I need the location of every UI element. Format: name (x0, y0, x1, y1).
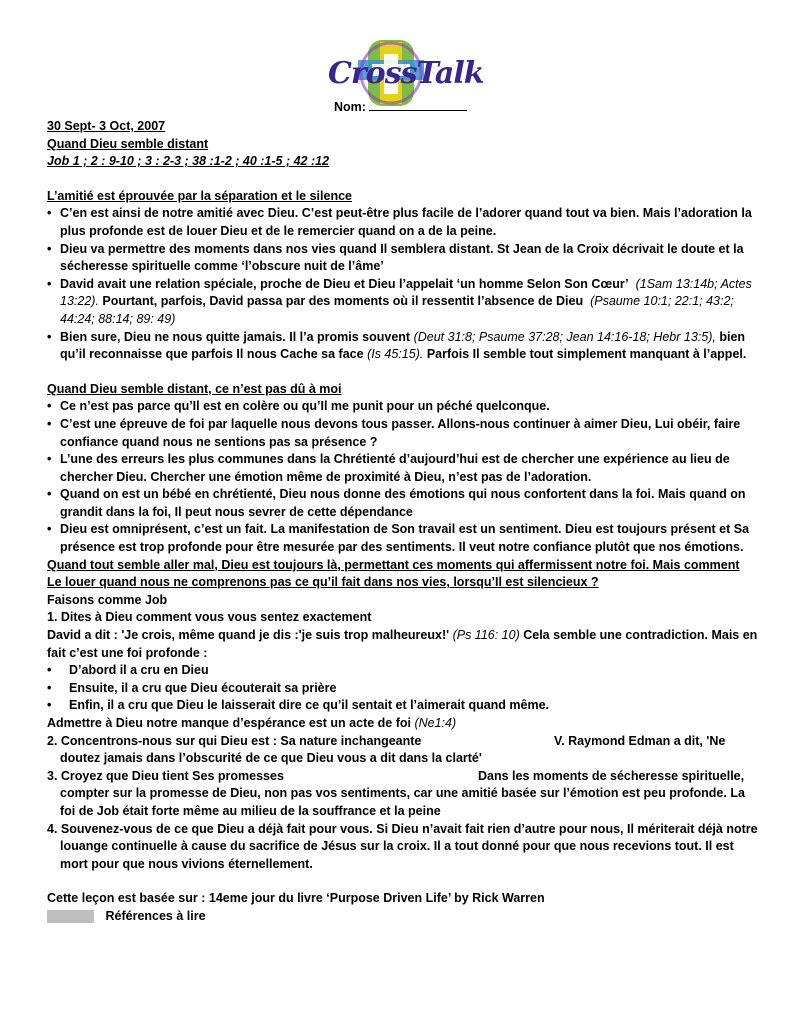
list-item: • Ce n’est pas parce qu’Il est en colère ou qu’Il me punit pour un péché quelconque. (47, 398, 759, 416)
source-note: Cette leçon est basée sur : 14eme jour du livre ‘Purpose Driven Life’ by Rick Warren (47, 891, 545, 906)
step-3-continuation: compter sur la promesse de Dieu, non pas vos sentiments, car une amitié basée sur l’émotion est peu profonde. La foi de Job était forte même au milieu de la souffrance et la peine (60, 786, 745, 818)
document-body (47, 118, 759, 926)
step-3: 3. Croyez que Dieu tient Ses promesses Dans les moments de sécheresse spirituelle, compter sur la promesse de Dieu, non pas vos sentiments, car une amitié basée sur l’émotion est peu profonde. La foi de Job était forte même au milieu de la souffrance et la peine (47, 768, 759, 821)
references-label: Références à lire (105, 908, 206, 923)
list-item: • C’en est ainsi de notre amitié avec Dieu. C’est peut-être plus facile de l’adorer quand tout va bien. Mais l’adoration la plus profonde est de louer Dieu et de le remercier quand on a de la peine. (47, 205, 759, 240)
grey-box (47, 910, 94, 923)
section2-list (47, 398, 759, 556)
list-item: • Bien sure, Dieu ne nous quitte jamais. Il l’a promis souvent (Deut 31:8; Psaume 37:28; Jean 14:16-18; Hebr 13:5), bien qu’il reconnaisse que parfois Il nous Cache sa face (Is 45:15). Parfois Il semble tout simplement manquant à l’appel. (47, 329, 759, 364)
nom-field (334, 99, 467, 114)
section3-intro: Faisons comme Job (47, 592, 168, 607)
list-item: • Enfin, il a cru que Dieu le laisserait dire ce qu’il sentait et l’aimerait quand même. (47, 697, 759, 715)
scripture-ref: (Is 45:15). (367, 347, 424, 362)
admettre-line: Admettre à Dieu notre manque d’espérance est un acte de foi (Ne1:4) (47, 716, 457, 730)
section1-list (47, 205, 759, 363)
section3-heading-line2: Le louer quand nous ne comprenons pas ce qu’il fait dans nos vies, lorsqu’Il est silencieux ? (47, 575, 599, 590)
section3-heading-line1: Quand tout semble aller mal, Dieu est toujours là, permettant ces moments qui affermissent notre foi. Mais comment (47, 557, 740, 572)
step-2-right: V. Raymond Edman a dit, 'Ne (554, 733, 726, 748)
scripture-ref: (Deut 31:8; Psaume 37:28; Jean 14:16-18; Hebr 13:5), (413, 329, 716, 344)
step-4: 4. Souvenez-vous de ce que Dieu a déjà fait pour vous. Si Dieu n’avait fait rien d’autre pour nous, Il mériterait déjà notre louange continuelle à cause du sacrifice de Jésus sur la croix. Il a tout donné pour que nous recevions tout. Il est mort pour que nous vivions éternellement. (47, 821, 758, 871)
logo-text: CrossTalk (328, 56, 484, 91)
lesson-verses: Job 1 ; 2 : 9-10 ; 3 : 2-3 ; 38 :1-2 ; 40 :1-5 ; 42 :12 (47, 154, 330, 169)
section2-heading: Quand Dieu semble distant, ce n’est pas dû à moi (47, 381, 342, 396)
faith-steps-list (47, 662, 759, 715)
nom-blank-line (369, 99, 467, 111)
scripture-ref: (1Sam 13:14b; Actes 13:22). (60, 276, 752, 309)
lesson-title: Quand Dieu semble distant (47, 136, 209, 151)
list-item: • Dieu va permettre des moments dans nos vies quand Il semblera distant. St Jean de la Croix décrivait le doute et la sécheresse spirituelle comme ‘l’obscure nuit de l’âme’ (47, 241, 759, 276)
step-1: 1. Dites à Dieu comment vous vous sentez exactement (47, 610, 372, 625)
numbered-steps (47, 733, 759, 874)
step-2-continuation: doutez jamais dans l’obscurité de ce que Dieu vous a dit dans la clarté' (60, 751, 482, 766)
list-item: • Quand on est un bébé en chrétienté, Dieu nous donne des émotions qui nous confortent dans la foi. Mais quand on grandit dans la foi, Il peut nous sevrer de cette dépendance (47, 486, 759, 521)
scripture-ref: (Ps 116: 10) (452, 628, 520, 643)
list-item: • D’abord il a cru en Dieu (47, 662, 759, 680)
references-line (47, 908, 759, 926)
list-item: • L’une des erreurs les plus communes dans la Chrétienté d’aujourd’hui est de chercher une expérience au lieu de chercher Dieu. Chercher une émotion même de proximité à Dieu, n’est pas de l’adoration. (47, 451, 759, 486)
step-3-right: Dans les moments de sécheresse spirituelle, (478, 768, 745, 783)
list-item: • David avait une relation spéciale, proche de Dieu et Dieu l’appelait ‘un homme Selon Son Cœur’ (1Sam 13:14b; Actes 13:22). Pourtant, parfois, David passa par des moments où il ressentit l’absence de Dieu (Psaume 10:1; 22:1; 43:2; 44:24; 88:14; 89: 49) (47, 276, 759, 329)
scripture-ref: (Psaume 10:1; 22:1; 43:2; 44:24; 88:14; 89: 49) (60, 294, 734, 326)
list-item: • Ensuite, il a cru que Dieu écouterait sa prière (47, 680, 759, 698)
scripture-ref: (Ne1:4) (414, 716, 457, 730)
lesson-date: 30 Sept- 3 Oct, 2007 (47, 119, 166, 133)
crosstalk-logo (328, 40, 484, 106)
david-quote: David a dit : 'Je crois, même quand je dis :'je suis trop malheureux!' (Ps 116: 10) Cela semble une contradiction. Mais en fait c’est une foi profonde : (47, 628, 758, 660)
step-2: 2. Concentrons-nous sur qui Dieu est : Sa nature inchangeante V. Raymond Edman a dit, 'Ne doutez jamais dans l’obscurité de ce que Dieu vous a dit dans la clarté' (47, 733, 759, 768)
section1-heading: L’amitié est éprouvée par la séparation et le silence (47, 188, 352, 203)
list-item: • Dieu est omniprésent, c’est un fait. La manifestation de Son travail est un sentiment. Dieu est toujours présent et Sa présence est trop profonde pour être mesurée par des sentiments. Il veut notre confiance plutôt que nos émotions. (47, 521, 759, 556)
list-item: • C’est une épreuve de foi par laquelle nous devons tous passer. Allons-nous continuer à aimer Dieu, Lui obéir, faire confiance quand nous ne sentions pas sa présence ? (47, 416, 759, 451)
nom-label: Nom: (334, 100, 366, 114)
